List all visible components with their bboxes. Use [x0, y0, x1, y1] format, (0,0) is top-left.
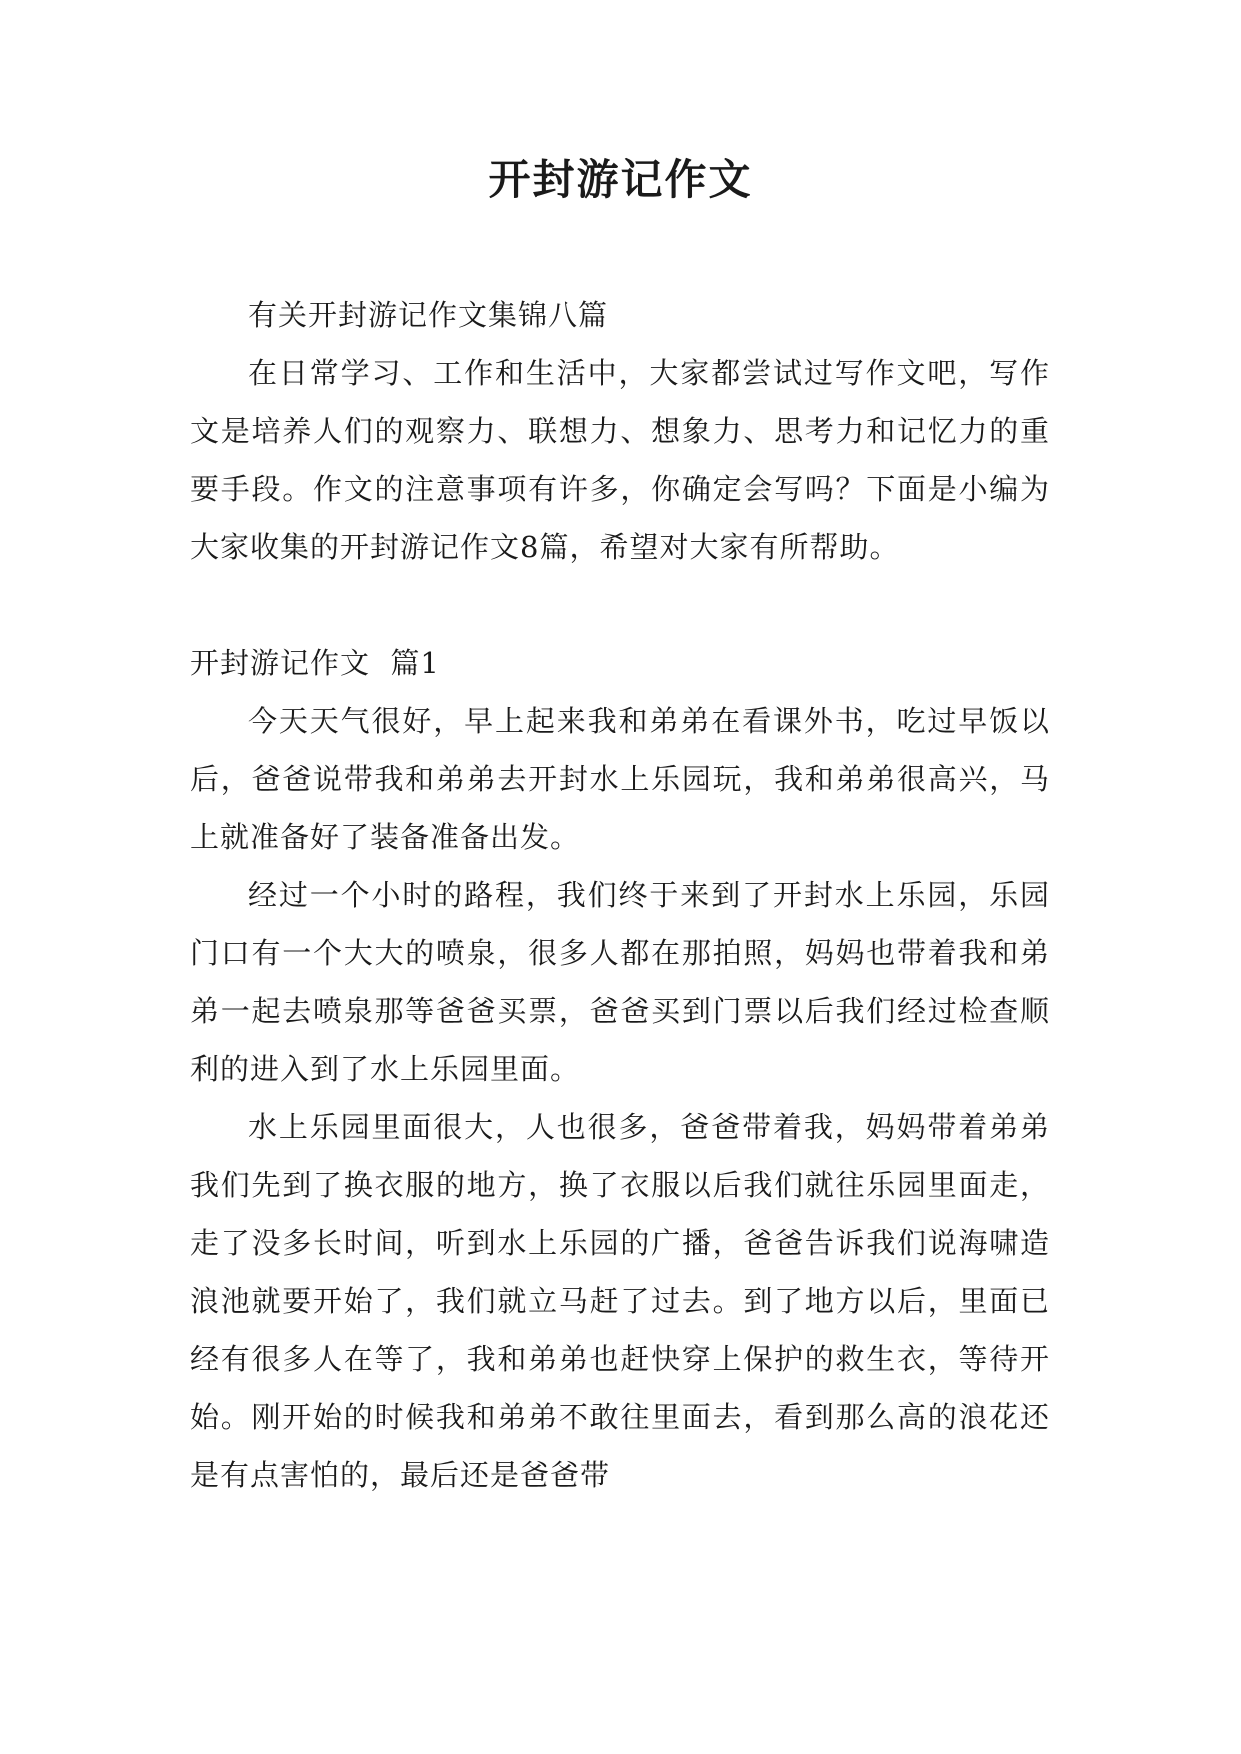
document-title: 开封游记作文	[488, 155, 753, 204]
section-heading: 开封游记作文 篇1	[190, 646, 440, 680]
document-body	[190, 286, 1050, 1504]
paragraph: 经过一个小时的路程，我们终于来到了开封水上乐园，乐园门口有一个大大的喷泉，很多人都在那拍照，妈妈也带着我和弟弟一起去喷泉那等爸爸买票，爸爸买到门票以后我们经过检查顺利的进入到了水上乐园里面。	[190, 878, 1050, 1086]
section-spacer	[190, 576, 1050, 634]
paragraph: 今天天气很好，早上起来我和弟弟在看课外书，吃过早饭以后，爸爸说带我和弟弟去开封水上乐园玩，我和弟弟很高兴，马上就准备好了装备准备出发。	[190, 704, 1050, 854]
paragraph: 水上乐园里面很大，人也很多，爸爸带着我，妈妈带着弟弟我们先到了换衣服的地方，换了衣服以后我们就往乐园里面走，走了没多长时间，听到水上乐园的广播，爸爸告诉我们说海啸造浪池就要开始了，我们就立马赶了过去。到了地方以后，里面已经有很多人在等了，我和弟弟也赶快穿上保护的救生衣，等待开始。刚开始的时候我和弟弟不敢往里面去，看到那么高的浪花还是有点害怕的，最后还是爸爸带	[190, 1110, 1050, 1492]
document-subtitle: 有关开封游记作文集锦八篇	[248, 298, 609, 332]
intro-paragraph: 在日常学习、工作和生活中，大家都尝试过写作文吧，写作文是培养人们的观察力、联想力、想象力、思考力和记忆力的重要手段。作文的注意事项有许多，你确定会写吗？下面是小编为大家收集的开封游记作文8篇，希望对大家有所帮助。	[190, 356, 1050, 564]
